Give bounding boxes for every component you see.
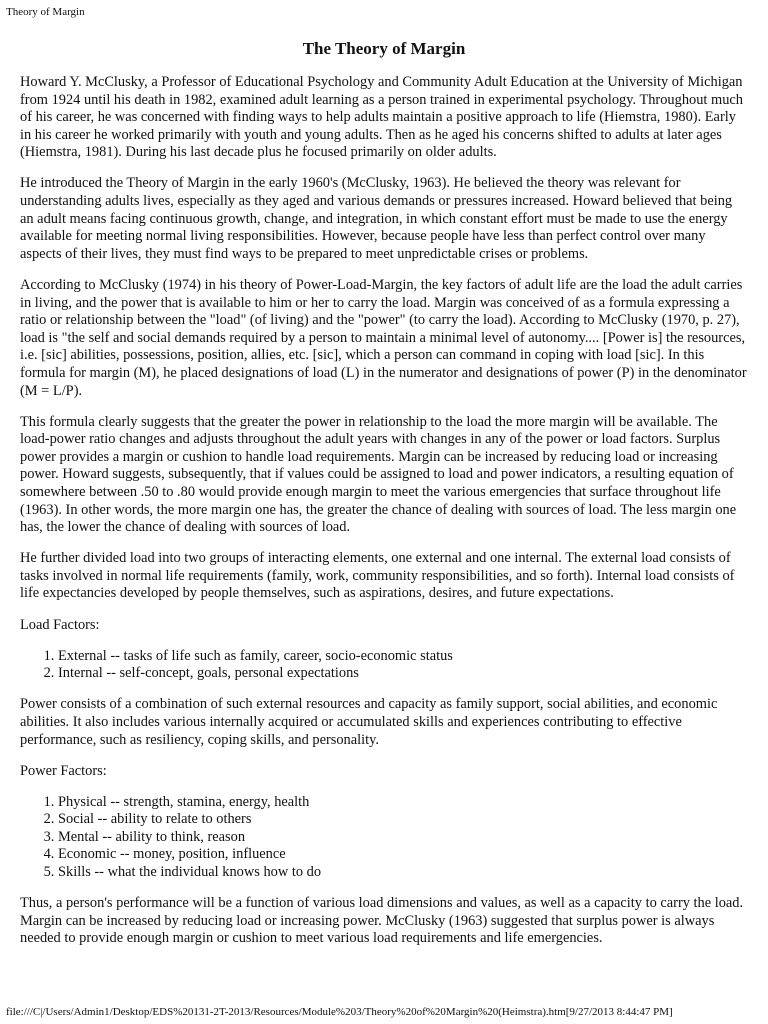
list-item: 5. Skills -- what the individual knows how to do <box>58 864 748 882</box>
article-body <box>20 38 748 961</box>
list-item: 1. External -- tasks of life such as family, career, socio-economic status <box>58 648 748 666</box>
load-factors-heading: Load Factors: <box>20 616 100 633</box>
paragraph-power-load-margin: According to McClusky (1974) in his theory of Power-Load-Margin, the key factors of adult life are the load the adult carries in living, and the power that is available to him or her to carry the load. Margin was conceived of as a formula expressing a ratio or relationship between the "load" (of living) and the "power" (to carry the load). According to McClusky (1970, p. 27), load is "the self and social demands required by a person to maintain a minimal level of autonomy.... [Power is] the resources, i.e. [sic] abilities, possessions, position, allies, etc. [sic], which a person can command in coping with load [sic]. In this formula for margin (M), he placed designations of load (L) in the numerator and designations of power (P) in the denominator (M = L/P). <box>20 276 747 399</box>
page-title: The Theory of Margin <box>302 39 466 58</box>
list-item: 2. Social -- ability to relate to others <box>58 811 748 829</box>
list-item: 1. Physical -- strength, stamina, energy, health <box>58 794 748 812</box>
paragraph-intro: Howard Y. McClusky, a Professor of Educational Psychology and Community Adult Education at the University of Michigan from 1924 until his death in 1982, examined adult learning as a person trained in experimental psychology. Throughout much of his career, he was concerned with finding ways to help adults maintain a positive approach to life (Hiemstra, 1980). Early in his career he worked primarily with youth and young adults. Then as he aged his concerns shifted to adults at later ages (Hiemstra, 1981). During his last decade plus he focused primarily on older adults. <box>20 74 743 161</box>
power-factors-list <box>20 794 748 882</box>
paragraph-load-groups: He further divided load into two groups of interacting elements, one external and one internal. The external load consists of tasks involved in normal life requirements (family, work, community responsibilities, and so forth). Internal load consists of life expectancies developed by people themselves, such as aspirations, desires, and future expectations. <box>20 550 735 602</box>
power-factors-heading: Power Factors: <box>20 762 107 779</box>
paragraph-power: Power consists of a combination of such external resources and capacity as family support, social abilities, and economic abilities. It also includes various internally acquired or accumulated skills and experiences contributing to effective performance, such as resiliency, coping skills, and personality. <box>20 696 718 748</box>
load-factors-list <box>20 648 748 683</box>
paragraph-theory-introduction: He introduced the Theory of Margin in the early 1960's (McClusky, 1963). He believed the theory was relevant for understanding adults lives, especially as they aged and various demands or pressures increased. Howard believed that being an adult means facing continuous growth, change, and integration, in which constant effort must be made to use the energy available for meeting normal living responsibilities. However, because people have less than perfect control over many aspects of their lives, they must find ways to be prepared to meet unpredictable crises or problems. <box>20 175 733 262</box>
list-item: 4. Economic -- money, position, influence <box>58 846 748 864</box>
print-footer-file-path: file:///C|/Users/Admin1/Desktop/EDS%20131-2T-2013/Resources/Module%203/Theory%20of%20Margin%20(Heimstra).htm[9/27/2013 8:44:47 PM] <box>6 1006 673 1018</box>
list-item: 3. Mental -- ability to think, reason <box>58 829 748 847</box>
paragraph-formula: This formula clearly suggests that the greater the power in relationship to the load the more margin will be available. The load-power ratio changes and adjusts throughout the adult years with changes in any of the power or load factors. Surplus power provides a margin or cushion to handle load requirements. Margin can be increased by reducing load or increasing power. Howard suggests, subsequently, that if values could be assigned to load and power indicators, a resulting equation of somewhere between .50 to .80 would provide enough margin to meet the various emergencies that surface throughout life (1963). In other words, the more margin one has, the greater the chance of dealing with sources of load. The less margin one has, the lower the chance of dealing with sources of load. <box>20 413 737 536</box>
list-item: 2. Internal -- self-concept, goals, personal expectations <box>58 665 748 683</box>
print-header-title: Theory of Margin <box>6 6 85 18</box>
paragraph-closing: Thus, a person's performance will be a function of various load dimensions and values, as well as a capacity to carry the load. Margin can be increased by reducing load or increasing power. McClusky (1963) suggested that surplus power is always needed to provide enough margin or cushion to meet various load requirements and life emergencies. <box>20 895 744 947</box>
